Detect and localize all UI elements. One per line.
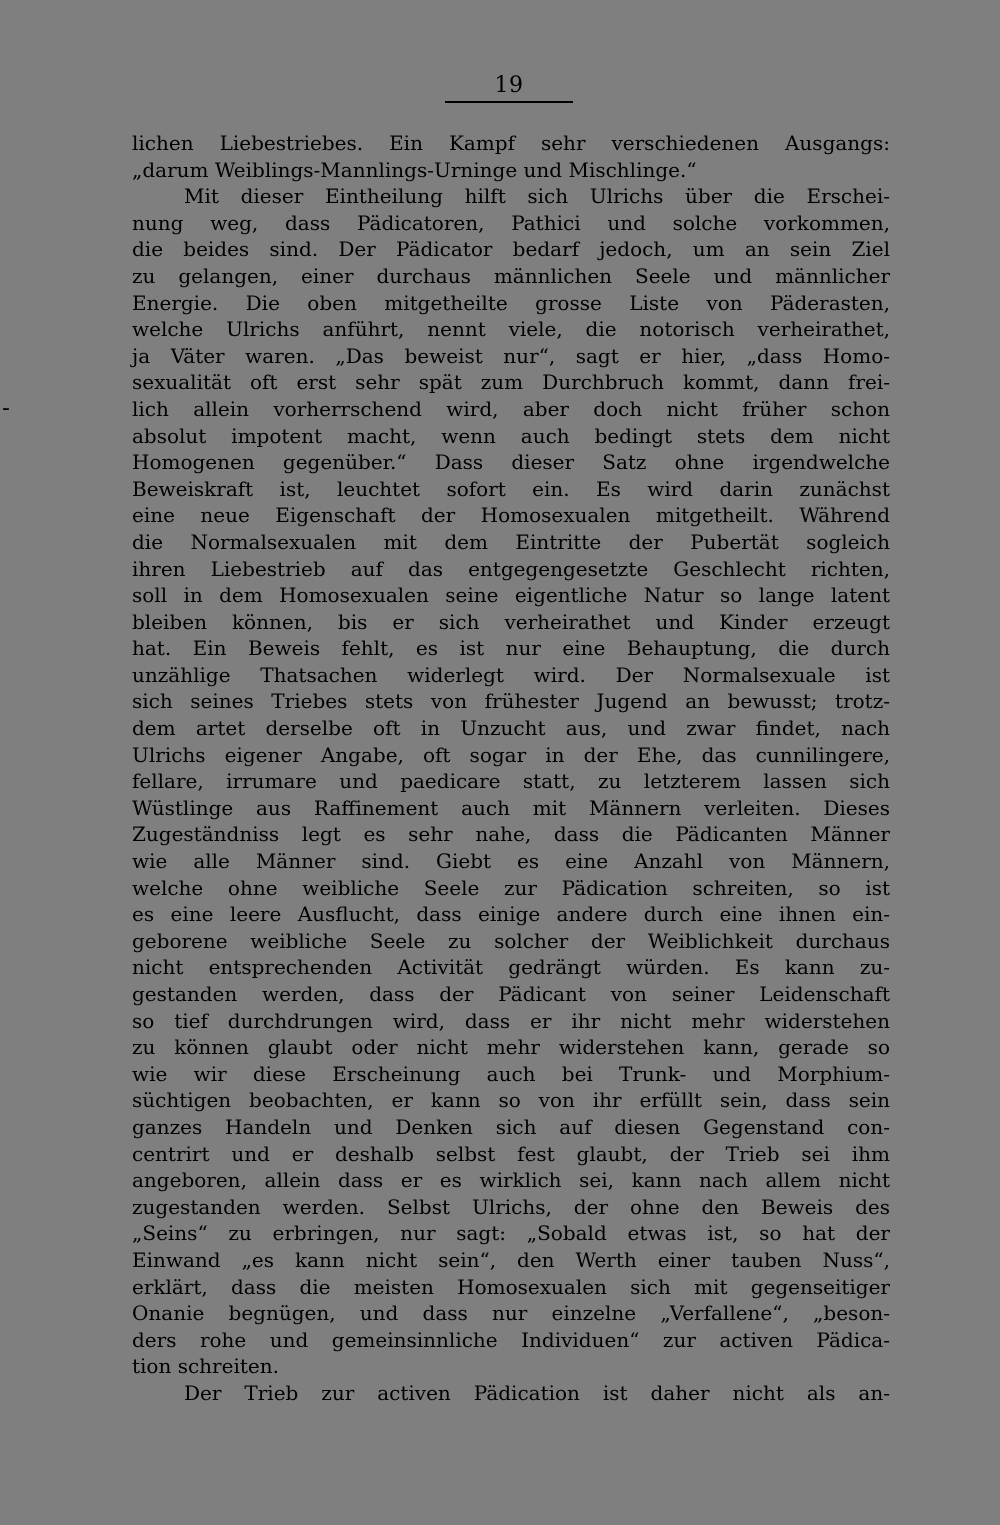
text-line: eine neue Eigenschaft der Homosexualen mitgetheilt. Während xyxy=(132,503,890,528)
text-line: erklärt, dass die meisten Homosexualen sich mit gegenseitiger xyxy=(132,1274,890,1299)
margin-mark: - xyxy=(2,396,10,421)
text-line: ja Väter waren. „Das beweist nur“, sagt er hier, „dass Homo- xyxy=(132,343,890,368)
text-line: Energie. Die oben mitgetheilte grosse Liste von Päderasten, xyxy=(132,290,890,315)
page-number-container xyxy=(445,73,573,98)
text-line: zugestanden werden. Selbst Ulrichs, der ohne den Beweis des xyxy=(132,1194,890,1219)
text-line: bleiben können, bis er sich verheirathet und Kinder erzeugt xyxy=(132,609,890,634)
text-line: gestanden werden, dass der Pädicant von seiner Leidenschaft xyxy=(132,982,890,1006)
text-line: Einwand „es kann nicht sein“, den Werth einer tauben Nuss“, xyxy=(132,1247,890,1272)
text-line: fellare, irrumare und paedicare statt, zu letzterem lassen sich xyxy=(132,769,890,794)
text-line: wie wir diese Erscheinung auch bei Trunk- und Morphium- xyxy=(132,1061,890,1086)
text-line: dem artet derselbe oft in Unzucht aus, und zwar findet, nach xyxy=(132,716,890,741)
body-text xyxy=(132,130,890,1407)
text-line: tion schreiten. xyxy=(132,1354,279,1379)
text-line: geborene weibliche Seele zu solcher der Weiblichkeit durchaus xyxy=(132,928,890,953)
text-line: sich seines Triebes stets von frühester Jugend an bewusst; trotz- xyxy=(132,689,890,714)
text-line: Zugeständniss legt es sehr nahe, dass die Pädicanten Männer xyxy=(132,822,890,847)
text-line: so tief durchdrungen wird, dass er ihr nicht mehr widerstehen xyxy=(132,1008,890,1033)
text-line: lichen Liebestriebes. Ein Kampf sehr verschiedenen Ausgangs: xyxy=(132,131,890,155)
text-line: nung weg, dass Pädicatoren, Pathici und solche vorkommen, xyxy=(132,210,890,235)
text-line: lich allein vorherrschend wird, aber doch nicht früher schon xyxy=(132,396,890,421)
text-line: wie alle Männer sind. Giebt es eine Anzahl von Männern, xyxy=(132,849,890,874)
text-line: unzählige Thatsachen widerlegt wird. Der Normalsexuale ist xyxy=(132,662,890,687)
text-line: Wüstlinge aus Raffinement auch mit Männern verleiten. Dieses xyxy=(132,795,890,820)
text-line: „Seins“ zu erbringen, nur sagt: „Sobald etwas ist, so hat der xyxy=(132,1221,890,1246)
text-line: „darum Weiblings-Mannlings-Urninge und Mischlinge.“ xyxy=(132,157,697,182)
text-line: Onanie begnügen, und dass nur einzelne „Verfallene“, „beson- xyxy=(132,1301,890,1326)
text-line: Beweiskraft ist, leuchtet sofort ein. Es wird darin zunächst xyxy=(132,476,890,501)
text-line: ders rohe und gemeinsinnliche Individuen“ zur activen Pädica- xyxy=(132,1327,890,1352)
text-line: hat. Ein Beweis fehlt, es ist nur eine Behauptung, die durch xyxy=(132,636,890,661)
text-line: absolut impotent macht, wenn auch bedingt stets dem nicht xyxy=(132,423,890,448)
text-line: die Normalsexualen mit dem Eintritte der Pubertät sogleich xyxy=(132,529,890,554)
text-line: ganzes Handeln und Denken sich auf diesen Gegenstand con- xyxy=(132,1114,890,1139)
text-line: zu können glaubt oder nicht mehr widerstehen kann, gerade so xyxy=(132,1035,890,1060)
page-number-rule xyxy=(445,101,573,103)
text-line: es eine leere Ausflucht, dass einige andere durch eine ihnen ein- xyxy=(132,902,890,927)
text-line: die beides sind. Der Pädicator bedarf jedoch, um an sein Ziel xyxy=(132,237,890,262)
text-line: welche ohne weibliche Seele zur Pädication schreiten, so ist xyxy=(132,875,890,900)
text-line: Mit dieser Eintheilung hilft sich Ulrichs über die Erschei- xyxy=(184,184,890,209)
page-number: 19 xyxy=(494,73,524,98)
text-line: zu gelangen, einer durchaus männlichen Seele und männlicher xyxy=(132,263,890,288)
text-line: sexualität oft erst sehr spät zum Durchbruch kommt, dann frei- xyxy=(132,370,890,395)
text-line: ihren Liebestrieb auf das entgegengesetzte Geschlecht richten, xyxy=(132,556,890,581)
text-line: centrirt und er deshalb selbst fest glaubt, der Trieb sei ihm xyxy=(132,1141,890,1166)
text-line: nicht entsprechenden Activität gedrängt würden. Es kann zu- xyxy=(132,955,890,980)
text-line: angeboren, allein dass er es wirklich sei, kann nach allem nicht xyxy=(132,1168,890,1193)
text-line: süchtigen beobachten, er kann so von ihr erfüllt sein, dass sein xyxy=(132,1088,890,1113)
text-line: soll in dem Homosexualen seine eigentliche Natur so lange latent xyxy=(132,583,890,608)
text-line: Ulrichs eigener Angabe, oft sogar in der Ehe, das cunnilingere, xyxy=(132,742,890,767)
text-line: Der Trieb zur activen Pädication ist daher nicht als an- xyxy=(184,1380,890,1405)
text-line: welche Ulrichs anführt, nennt viele, die notorisch verheirathet, xyxy=(132,317,890,342)
text-line: Homogenen gegenüber.“ Dass dieser Satz ohne irgendwelche xyxy=(132,450,890,475)
